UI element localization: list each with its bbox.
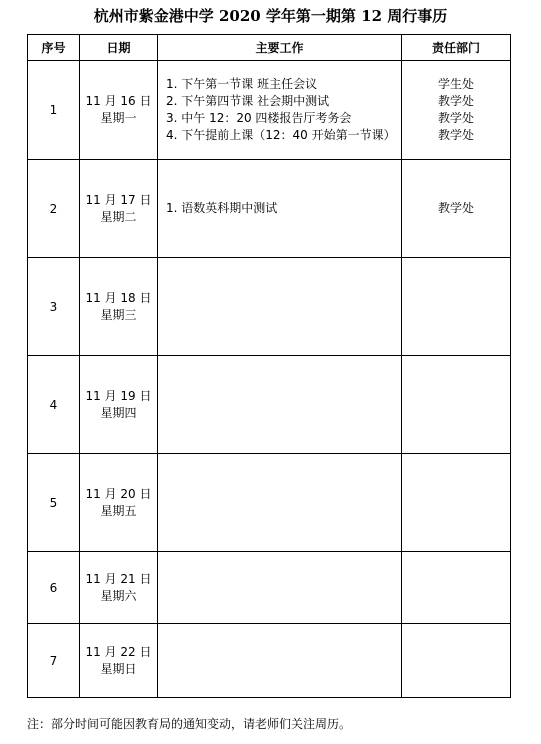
row-dept-cell — [402, 61, 511, 160]
row-date-cell — [80, 356, 158, 454]
table-header-row — [28, 35, 511, 61]
row-date: 11 月 22 日 — [85, 644, 152, 659]
row-date-cell — [80, 624, 158, 698]
work-item: 3. 中午 12：20 四楼报告厅考务会 — [166, 111, 352, 125]
dept-item: 学生处 — [437, 77, 474, 91]
table-row — [28, 624, 511, 698]
row-date: 11 月 21 日 — [85, 571, 152, 586]
row-date-cell — [80, 160, 158, 258]
table-row — [28, 61, 511, 160]
row-dept-cell — [402, 356, 511, 454]
row-no: 1 — [28, 61, 80, 160]
work-item: 2. 下午第四节课 社会期中测试 — [166, 94, 330, 108]
row-no: 7 — [28, 624, 80, 698]
dept-item: 教学处 — [437, 201, 474, 215]
work-item: 1. 语数英科期中测试 — [166, 201, 278, 215]
row-date: 11 月 18 日 — [85, 290, 152, 305]
row-weekday: 星期六 — [100, 588, 137, 603]
row-date-cell — [80, 454, 158, 552]
row-dept-cell — [402, 160, 511, 258]
row-date-cell — [80, 552, 158, 624]
row-dept-cell — [402, 624, 511, 698]
table-row — [28, 160, 511, 258]
row-weekday: 星期日 — [100, 661, 137, 676]
row-date: 11 月 16 日 — [85, 94, 152, 108]
row-no: 6 — [28, 552, 80, 624]
table-row — [28, 552, 511, 624]
row-work-cell — [158, 624, 402, 698]
row-date-cell — [80, 258, 158, 356]
row-work-cell — [158, 356, 402, 454]
table-row — [28, 258, 511, 356]
table-row — [28, 454, 511, 552]
dept-item: 教学处 — [437, 128, 474, 142]
row-no: 4 — [28, 356, 80, 454]
row-work-cell — [158, 552, 402, 624]
row-weekday: 星期五 — [100, 503, 137, 518]
row-no: 5 — [28, 454, 80, 552]
row-date-cell — [80, 61, 158, 160]
table-row — [28, 356, 511, 454]
row-no: 2 — [28, 160, 80, 258]
header-department: 责任部门 — [402, 35, 511, 61]
dept-item: 教学处 — [437, 111, 474, 125]
footnote: 注：部分时间可能因教育局的通知变动，请老师们关注周历。 — [27, 717, 352, 731]
header-no: 序号 — [28, 35, 80, 61]
page-title: 杭州市紫金港中学 2020 学年第一期第 12 周行事历 — [93, 7, 448, 25]
row-dept-cell — [402, 552, 511, 624]
row-date: 11 月 20 日 — [85, 486, 152, 501]
dept-item: 教学处 — [437, 94, 474, 108]
row-date: 11 月 19 日 — [85, 388, 152, 403]
row-date: 11 月 17 日 — [85, 192, 152, 207]
row-work-cell — [158, 258, 402, 356]
row-work-cell — [158, 454, 402, 552]
row-dept-cell — [402, 454, 511, 552]
work-item: 1. 下午第一节课 班主任会议 — [166, 77, 318, 91]
row-work-cell — [158, 160, 402, 258]
row-weekday: 星期四 — [100, 405, 137, 420]
header-main-work: 主要工作 — [158, 35, 402, 61]
work-item: 4. 下午提前上课（12：40 开始第一节课） — [166, 128, 396, 142]
row-weekday: 星期二 — [100, 209, 137, 224]
weekly-schedule-table — [27, 34, 511, 698]
row-weekday: 星期一 — [100, 111, 137, 125]
row-weekday: 星期三 — [100, 307, 137, 322]
row-dept-cell — [402, 258, 511, 356]
header-date: 日期 — [80, 35, 158, 61]
row-no: 3 — [28, 258, 80, 356]
row-work-cell — [158, 61, 402, 160]
